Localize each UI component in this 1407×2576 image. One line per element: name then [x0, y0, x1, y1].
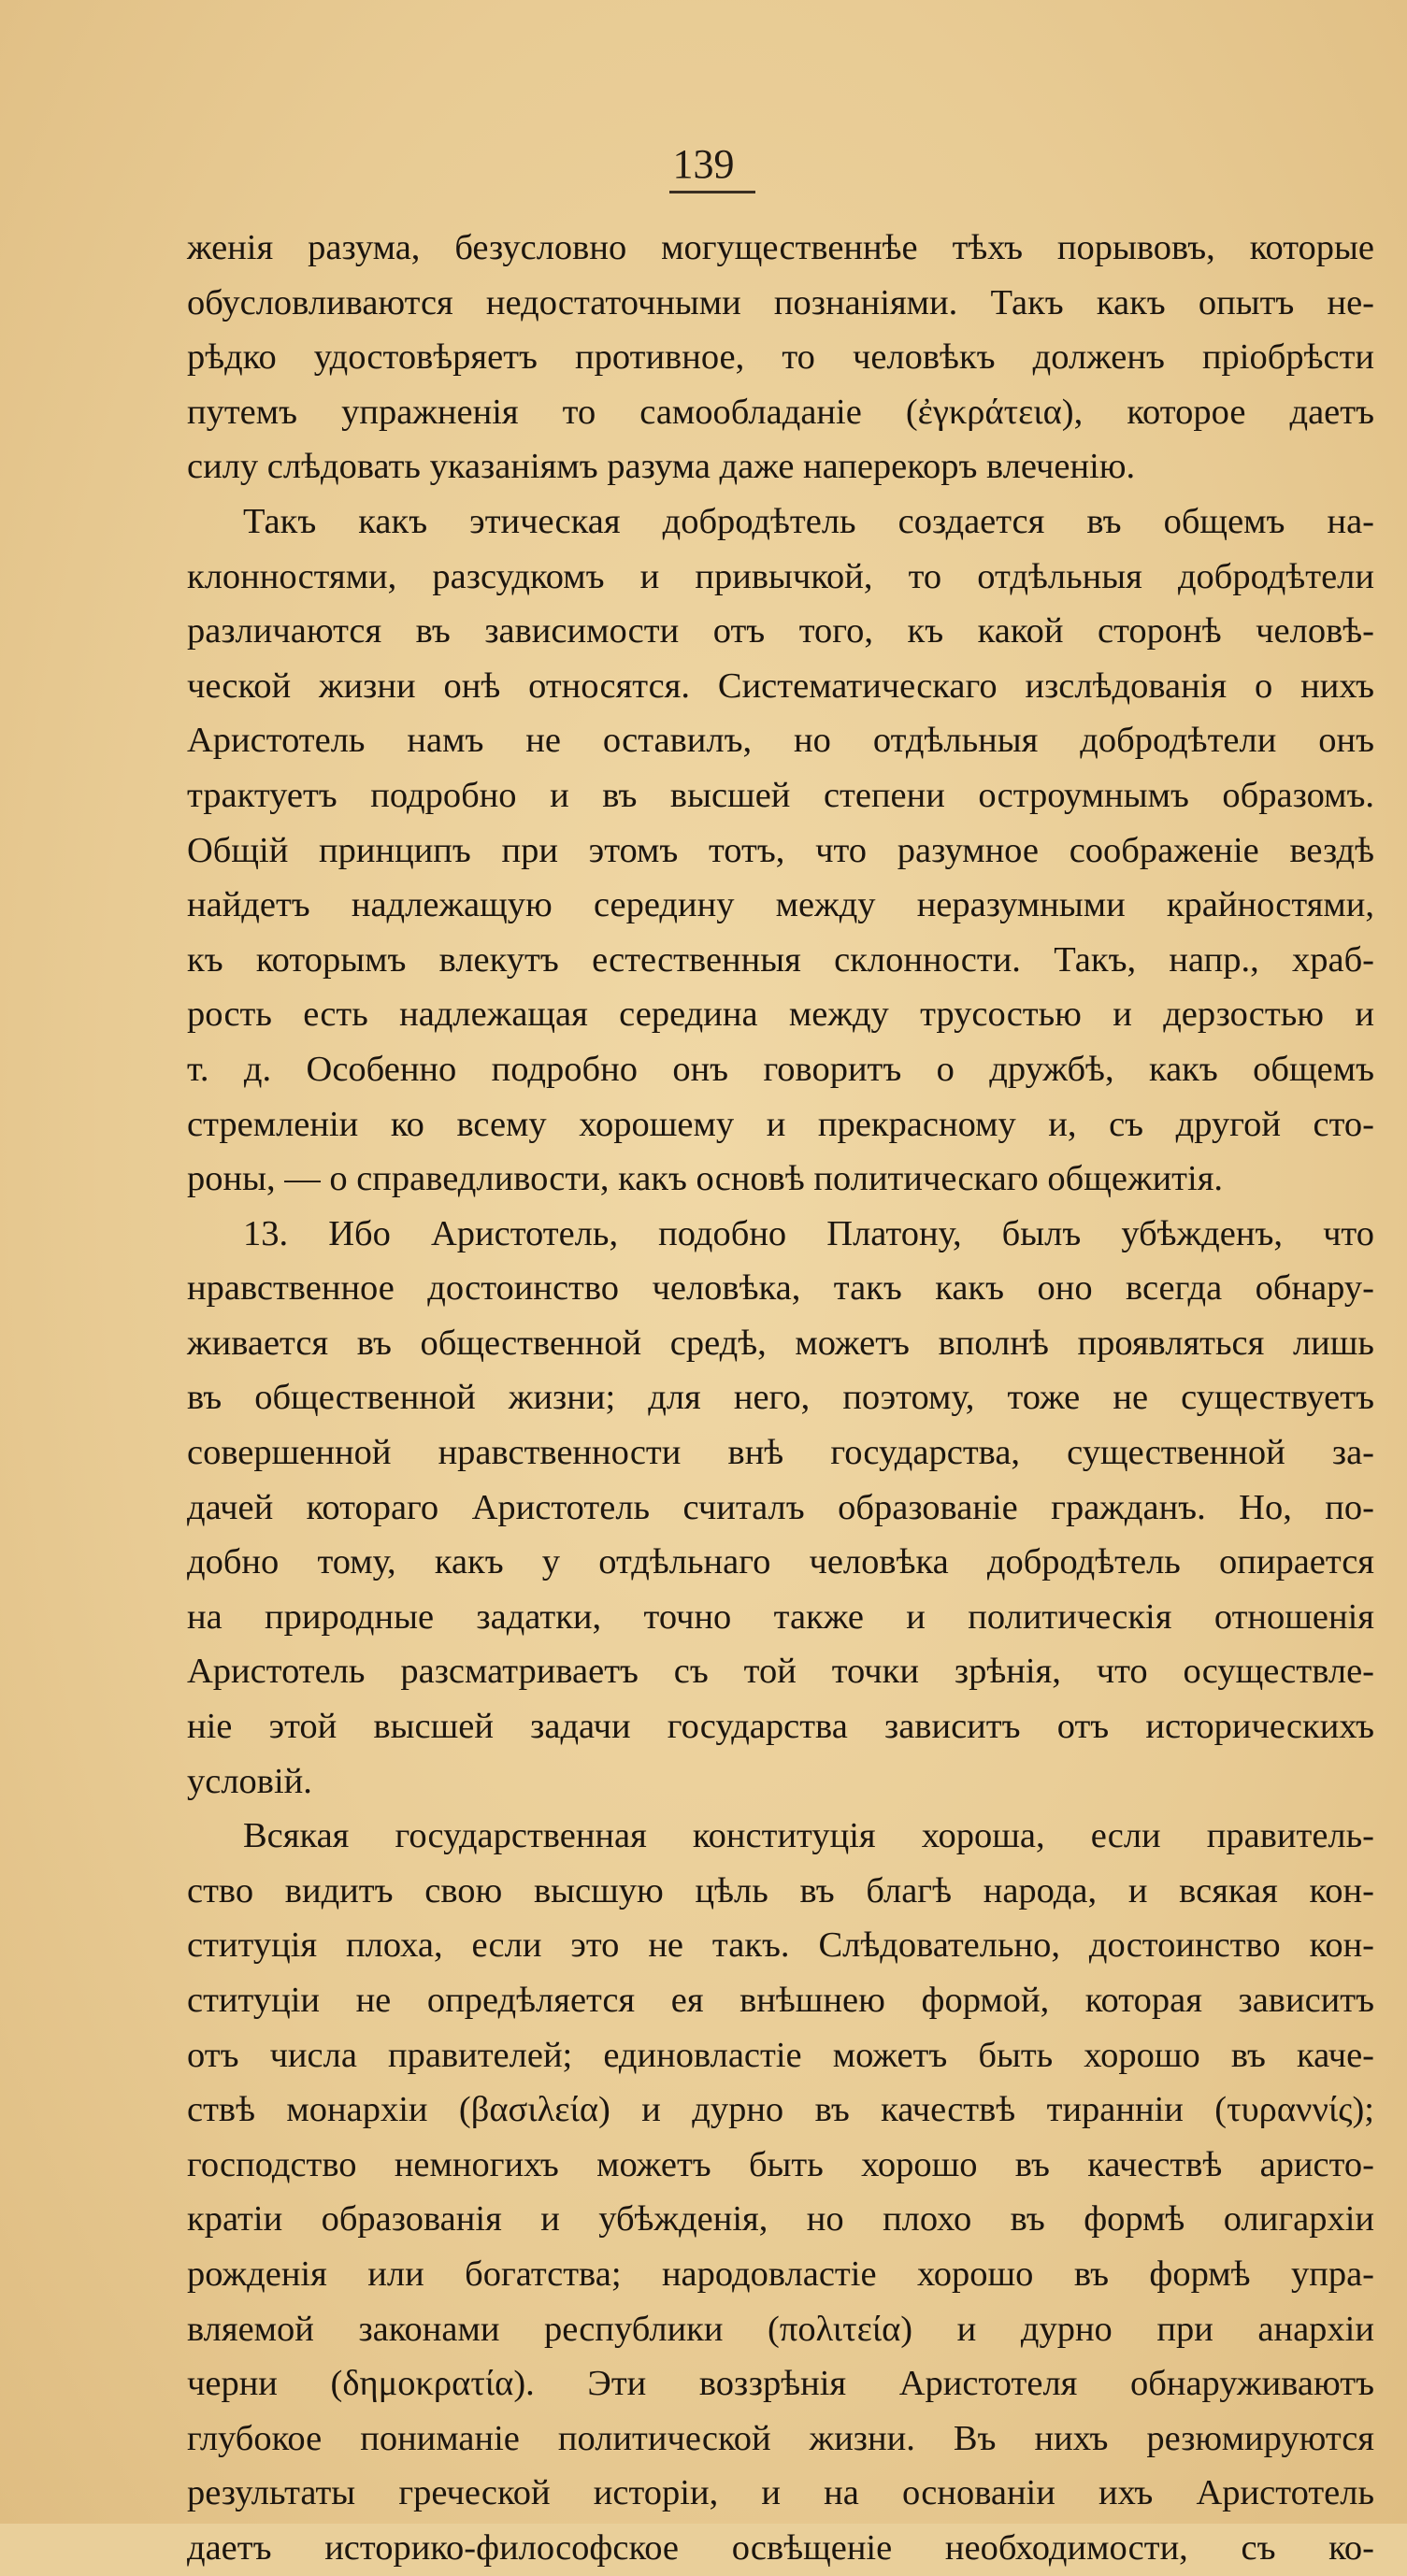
text-line: совершенной нравственности внѣ государства, существенной за- — [187, 1433, 1374, 1473]
text-line: 13. Ибо Аристотель, подобно Платону, былъ убѣжденъ, что — [243, 1213, 1374, 1253]
body-text — [187, 221, 1374, 2576]
text-line: т. д. Особенно подробно онъ говоритъ о дружбѣ, какъ общемъ — [187, 1049, 1374, 1089]
text-line: ституціи не опредѣляется ея внѣшнею формой, которая зависитъ — [187, 1981, 1374, 2020]
text-line: силу слѣдовать указаніямъ разума даже наперекоръ влеченію. — [187, 447, 1136, 487]
page-number-rule — [669, 191, 755, 193]
text-line: черни (δημοκρατία). Эти воззрѣнія Аристотеля обнаруживаютъ — [187, 2364, 1374, 2404]
text-line: стремленіи ко всему хорошему и прекрасному и, съ другой сто- — [187, 1104, 1374, 1144]
text-line: ческой жизни онѣ относятся. Систематическаго изслѣдованія о нихъ — [187, 665, 1374, 706]
paragraph-2 — [187, 494, 1374, 1207]
text-line: условій. — [187, 1761, 312, 1801]
text-line: различаются въ зависимости отъ того, къ какой сторонѣ человѣ- — [187, 611, 1374, 651]
text-line: ституція плоха, если это не такъ. Слѣдовательно, достоинство кон- — [187, 1925, 1374, 1966]
text-line: къ которымъ влекутъ естественныя склонности. Такъ, напр., храб- — [187, 939, 1374, 980]
text-line: обусловливаются недостаточными познаніями. Такъ какъ опытъ не- — [187, 282, 1374, 322]
text-line: дачей котораго Аристотель считалъ образованіе гражданъ. Но, по- — [187, 1487, 1374, 1527]
text-line: нравственное достоинство человѣка, такъ какъ оно всегда обнару- — [187, 1268, 1374, 1309]
text-line: путемъ упражненія то самообладаніе (ἐγκράτεια), которое даетъ — [187, 392, 1374, 432]
text-line: рѣдко удостовѣряетъ противное, то человѣкъ долженъ пріобрѣсти — [187, 337, 1374, 378]
text-line: отъ числа правителей; единовластіе можетъ быть хорошо въ каче- — [187, 2035, 1374, 2075]
text-line: Аристотель намъ не оставилъ, но отдѣльныя добродѣтели онъ — [187, 721, 1374, 761]
text-line: трактуетъ подробно и въ высшей степени остроумнымъ образомъ. — [187, 775, 1374, 815]
text-line: роны, — о справедливости, какъ основѣ политическаго общежитія. — [187, 1159, 1224, 1199]
text-line: глубокое пониманіе политической жизни. Въ нихъ резюмируются — [187, 2418, 1374, 2458]
text-line: Аристотель разсматриваетъ съ той точки зрѣнія, что осуществле- — [187, 1652, 1374, 1692]
text-line: результаты греческой исторіи, и на основаніи ихъ Аристотель — [187, 2473, 1374, 2513]
text-line: Такъ какъ этическая добродѣтель создается въ общемъ на- — [243, 501, 1374, 541]
text-line: женія разума, безусловно могущественнѣе тѣхъ порывовъ, которые — [187, 228, 1374, 267]
page-number: 139 — [672, 141, 735, 187]
text-line: Всякая государственная конституція хороша, если правитель- — [243, 1816, 1374, 1856]
paragraph-1 — [187, 221, 1374, 494]
text-line: господство немногихъ можетъ быть хорошо въ качествѣ аристо- — [187, 2144, 1374, 2184]
text-line: ство видитъ свою высшую цѣль въ благѣ народа, и всякая кон- — [187, 1870, 1374, 1911]
paragraph-3 — [187, 1207, 1374, 1810]
text-line: добно тому, какъ у отдѣльнаго человѣка добродѣтель опирается — [187, 1542, 1374, 1582]
text-line: найдетъ надлежащую середину между неразумными крайностями, — [187, 885, 1374, 925]
text-line: кратіи образованія и убѣжденія, но плохо въ формѣ олигархіи — [187, 2199, 1374, 2240]
text-line: рожденія или богатства; народовластіе хорошо въ формѣ упра- — [187, 2254, 1374, 2294]
text-line: живается въ общественной средѣ, можетъ вполнѣ проявляться лишь — [187, 1323, 1374, 1363]
text-line: Общій принципъ при этомъ тотъ, что разумное соображеніе вездѣ — [187, 830, 1374, 870]
text-line: клонностями, разсудкомъ и привычкой, то отдѣльныя добродѣтели — [187, 556, 1374, 596]
paragraph-4 — [187, 1809, 1374, 2575]
text-line: ніе этой высшей задачи государства зависитъ отъ историческихъ — [187, 1707, 1374, 1747]
text-line: даетъ историко-философское освѣщеніе необходимости, съ ко- — [187, 2527, 1374, 2568]
text-line: на природные задатки, точно также и политическія отношенія — [187, 1596, 1374, 1637]
text-line: въ общественной жизни; для него, поэтому, тоже не существуетъ — [187, 1378, 1374, 1418]
text-line: вляемой законами республики (πολιτεία) и дурно при анархіи — [187, 2309, 1374, 2349]
text-line: ствѣ монархіи (βασιλεία) и дурно въ качествѣ тиранніи (τυραννίς); — [187, 2090, 1374, 2130]
text-line: рость есть надлежащая середина между трусостью и дерзостью и — [187, 995, 1374, 1035]
